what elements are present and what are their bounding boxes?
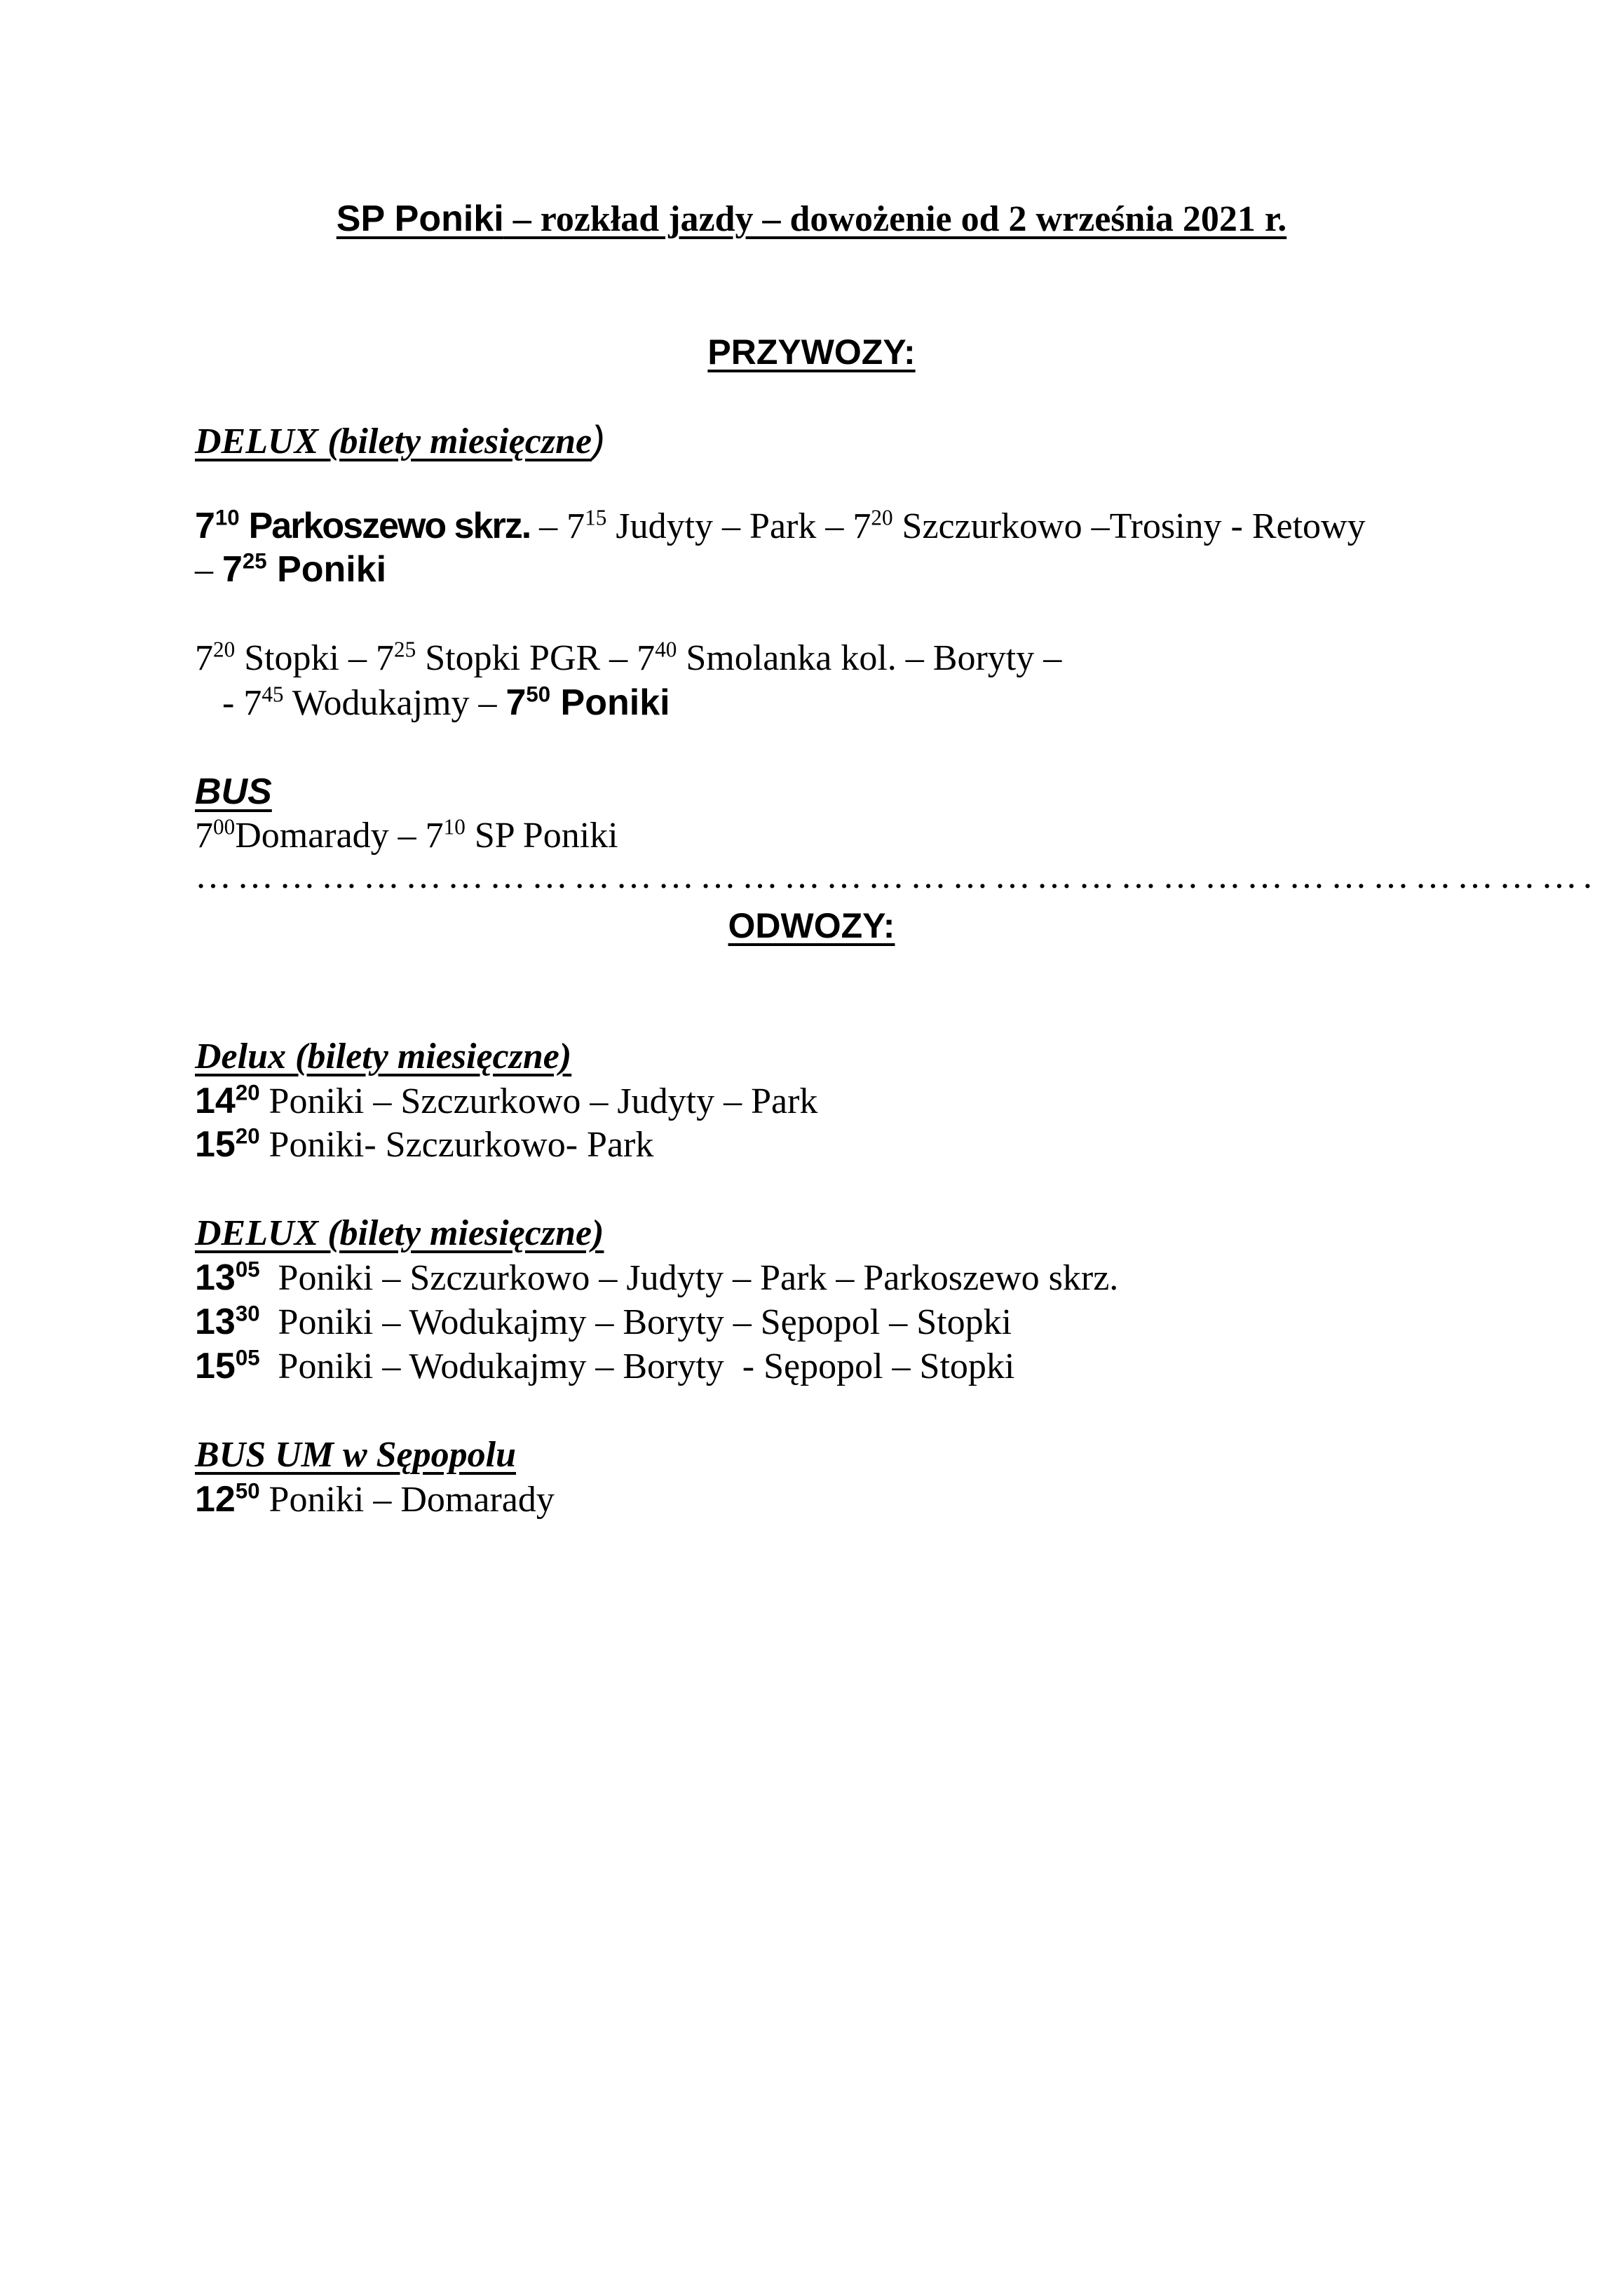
route-2-stop-poniki: Poniki xyxy=(550,682,670,723)
route-1-time-3-min: 20 xyxy=(871,505,893,530)
odwozy-delux-row-1 xyxy=(195,1079,817,1124)
title-school: SP Poniki xyxy=(336,198,504,239)
delux-label-close: ) xyxy=(592,417,605,461)
route-2-time-2-min: 25 xyxy=(394,637,416,662)
route-1-time-1: $7^{10}$ xyxy=(195,505,240,546)
route-2-time-4-min: 45 xyxy=(262,682,284,707)
odwozy-row-time: $13^{30}$ xyxy=(195,1301,260,1342)
odwozy-delux2-row-2 xyxy=(195,1299,1012,1345)
odwozy-row-route: Poniki – Domarady xyxy=(259,1480,555,1520)
route-1-stop-parkoszewo: Parkoszewo skrz. xyxy=(248,506,531,546)
section-heading-odwozy: ODWOZY: xyxy=(728,906,895,945)
bus-seg-1: Domarady – 7 xyxy=(235,816,444,856)
odwozy-row-time: $12^{50}$ xyxy=(195,1478,260,1520)
delux-label-przywozy xyxy=(195,417,605,464)
route-1-time-2-min: 15 xyxy=(585,505,607,530)
odwozy-delux-row-2 xyxy=(195,1122,653,1168)
route-2-time-1-min: 20 xyxy=(213,637,236,662)
route-1-sep-1: – 7 xyxy=(530,506,585,546)
bus-label-przywozy: BUS xyxy=(195,771,272,812)
route-1-dash: – xyxy=(195,550,222,590)
route-2-line-2 xyxy=(195,680,670,726)
odwozy-row-route: Poniki – Wodukajmy – Boryty - Sępopol – Stopki xyxy=(259,1346,1015,1386)
route-1-seg-2: Judyty – Park – 7 xyxy=(606,506,871,546)
odwozy-delux2-row-3 xyxy=(195,1344,1014,1389)
route-2-seg-3: Smolanka kol. – Boryty – xyxy=(677,638,1062,678)
bus-seg-2: SP Poniki xyxy=(465,816,618,856)
bus-time-1-hour: 7 xyxy=(195,816,213,856)
route-2-time-1-hour: 7 xyxy=(195,638,213,678)
title-description: – rozkład jazdy – dowożenie od 2 września 2021 r. xyxy=(503,199,1287,239)
route-2-seg-0: - 7 xyxy=(195,683,262,723)
bus-um-label: BUS UM w Sępopolu xyxy=(195,1435,516,1475)
odwozy-row-time: $15^{20}$ xyxy=(195,1123,260,1165)
odwozy-row-time: $14^{20}$ xyxy=(195,1080,260,1121)
route-2-seg-1: Stopki – 7 xyxy=(235,638,395,678)
route-2-time-3-min: 40 xyxy=(655,637,677,662)
odwozy-delux2-row-1 xyxy=(195,1255,1118,1301)
odwozy-row-route: Poniki – Wodukajmy – Boryty – Sępopol – Stopki xyxy=(259,1302,1012,1342)
route-2-seg-4: Wodukajmy – xyxy=(283,683,506,723)
route-1-line-1 xyxy=(195,504,1366,549)
delux-label-text: DELUX (bilety miesięczne xyxy=(195,421,592,461)
document-title xyxy=(0,196,1623,242)
odwozy-row-route: Poniki – Szczurkowo – Judyty – Park xyxy=(259,1081,818,1121)
route-1-stop-poniki: Poniki xyxy=(266,549,387,590)
odwozy-bus-um-row-1 xyxy=(195,1477,555,1522)
delux-label-odwozy-1: Delux (bilety miesięczne) xyxy=(195,1036,572,1076)
bus-time-1-min: 00 xyxy=(213,814,236,839)
route-1-line-2 xyxy=(195,547,386,593)
route-1-time-4: $7^{25}$ xyxy=(222,548,267,590)
odwozy-row-time: $13^{05}$ xyxy=(195,1257,260,1298)
odwozy-row-route: Poniki – Szczurkowo – Judyty – Park – Parkoszewo skrz. xyxy=(259,1258,1119,1298)
section-heading-przywozy: PRZYWOZY: xyxy=(707,332,916,372)
route-2-seg-2: Stopki PGR – 7 xyxy=(416,638,656,678)
bus-time-2-min: 10 xyxy=(443,814,466,839)
odwozy-row-time: $15^{05}$ xyxy=(195,1345,260,1386)
odwozy-row-route: Poniki- Szczurkowo- Park xyxy=(259,1125,654,1165)
delux-label-odwozy-2: DELUX (bilety miesięczne) xyxy=(195,1213,604,1253)
dotted-separator: ………………………………………………………………………………………. xyxy=(195,856,1598,896)
route-2-line-1 xyxy=(195,636,1061,681)
route-1-seg-3: Szczurkowo –Trosiny - Retowy xyxy=(892,506,1366,546)
route-2-time-5: $7^{50}$ xyxy=(505,682,551,723)
bus-route-przywozy xyxy=(195,813,618,858)
